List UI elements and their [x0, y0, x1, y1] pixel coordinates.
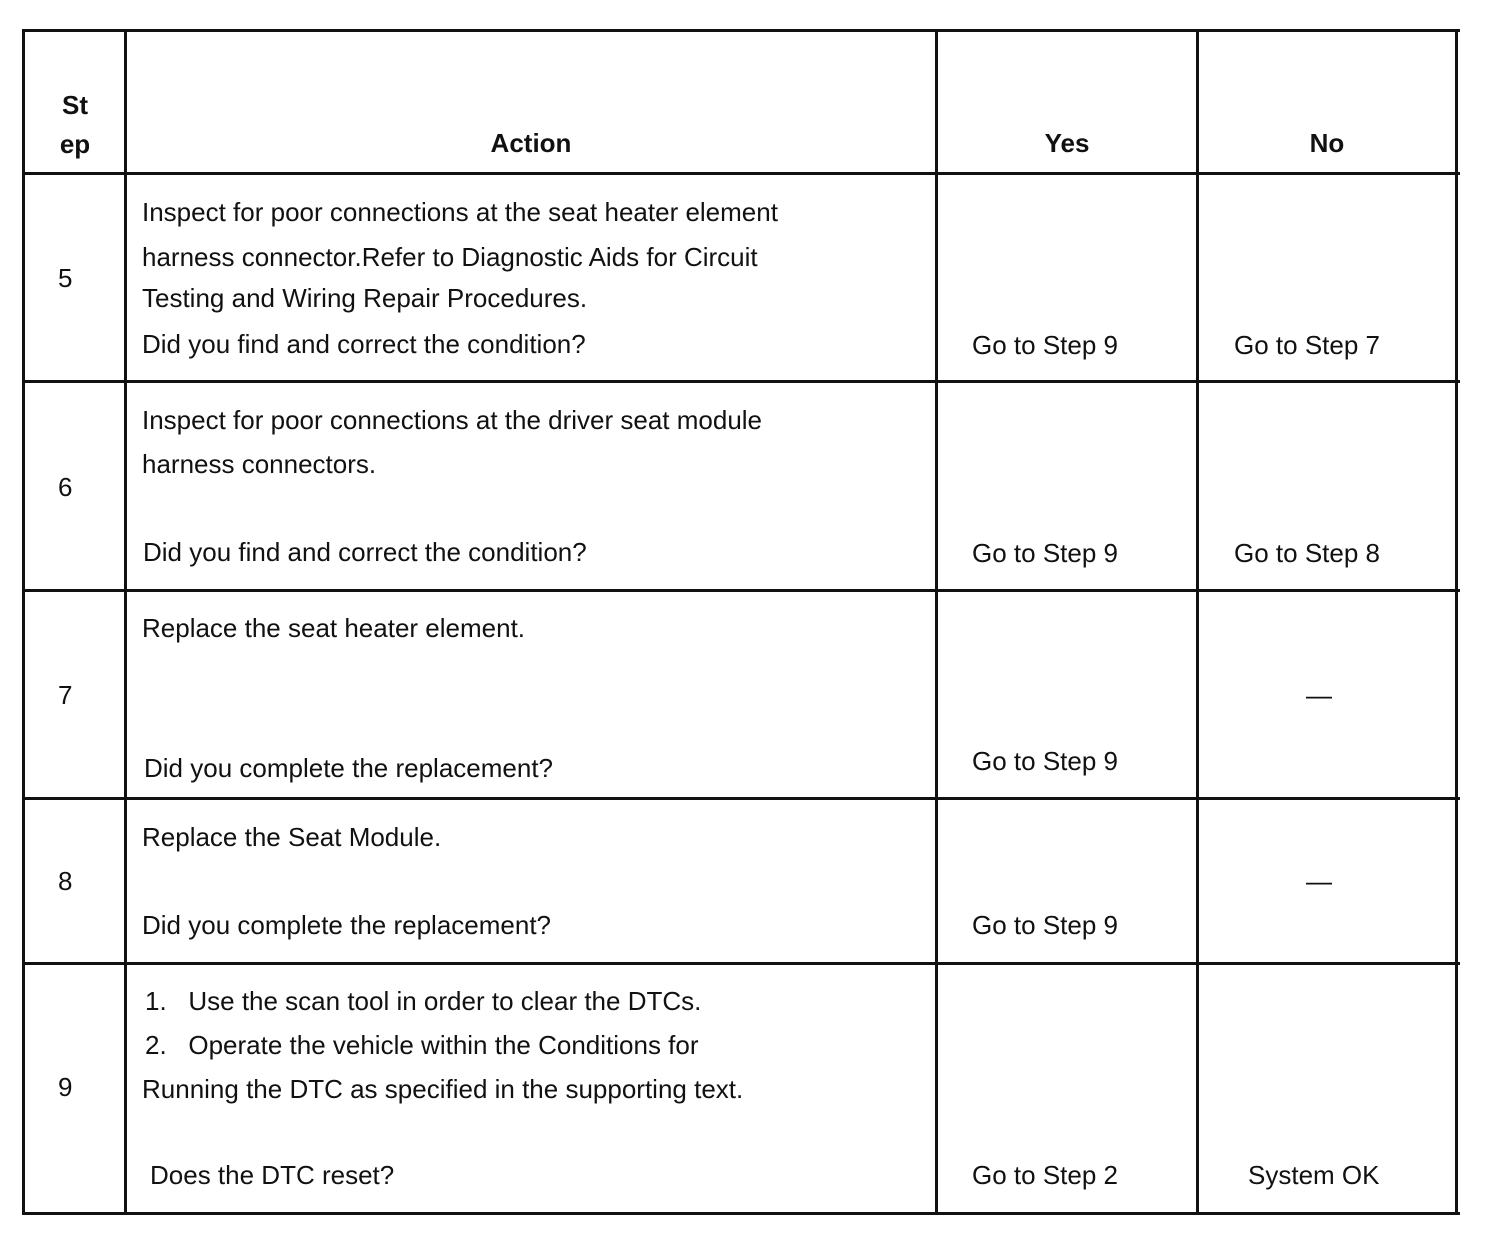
- no-result: —: [1306, 680, 1332, 710]
- action-text: Inspect for poor connections at the driver seat module: [142, 405, 763, 435]
- row-divider-5: [22, 380, 1460, 383]
- col-divider-step: [124, 29, 127, 1215]
- action-text: Replace the seat heater element.: [142, 613, 526, 643]
- step-number: 7: [58, 680, 73, 710]
- action-question: Does the DTC reset?: [150, 1160, 395, 1190]
- no-result: Go to Step 7: [1234, 330, 1380, 360]
- step-number: 9: [58, 1072, 73, 1102]
- step-number: 8: [58, 866, 73, 896]
- header-divider: [22, 172, 1460, 175]
- action-text: Inspect for poor connections at the seat heater element: [142, 197, 778, 227]
- step-number: 5: [58, 263, 73, 293]
- header-action: Action: [490, 128, 572, 158]
- header-no: No: [1309, 128, 1345, 158]
- yes-result: Go to Step 9: [972, 330, 1118, 360]
- action-question: Did you find and correct the condition?: [142, 329, 586, 359]
- header-yes: Yes: [1044, 128, 1090, 158]
- yes-result: Go to Step 9: [972, 538, 1118, 568]
- action-text: Running the DTC as specified in the supporting text.: [142, 1074, 744, 1104]
- no-result: Go to Step 8: [1234, 538, 1380, 568]
- row-divider-6: [22, 589, 1460, 592]
- table-border-bottom: [22, 1212, 1460, 1215]
- col-divider-yes: [1196, 29, 1199, 1215]
- col-divider-action: [935, 29, 938, 1215]
- yes-result: Go to Step 2: [972, 1160, 1118, 1190]
- step-number: 6: [58, 472, 73, 502]
- action-text: Testing and Wiring Repair Procedures.: [142, 283, 588, 313]
- action-question: Did you find and correct the condition?: [143, 537, 587, 567]
- no-result: System OK: [1248, 1160, 1380, 1190]
- header-step-line1: St: [62, 90, 88, 120]
- action-text: 1. Use the scan tool in order to clear the DTCs.: [145, 986, 702, 1016]
- table-border-left: [22, 29, 25, 1215]
- row-divider-7: [22, 797, 1460, 800]
- action-text: harness connector.Refer to Diagnostic Aids for Circuit: [142, 242, 758, 272]
- action-text: 2. Operate the vehicle within the Conditions for: [145, 1030, 699, 1060]
- action-text: Replace the Seat Module.: [142, 822, 442, 852]
- row-divider-8: [22, 962, 1460, 965]
- table-border-right: [1455, 29, 1458, 1215]
- table-border-top: [22, 29, 1460, 32]
- action-text: harness connectors.: [142, 449, 377, 479]
- header-step-line2: ep: [59, 129, 91, 159]
- action-question: Did you complete the replacement?: [144, 753, 554, 783]
- yes-result: Go to Step 9: [972, 746, 1118, 776]
- yes-result: Go to Step 9: [972, 910, 1118, 940]
- action-question: Did you complete the replacement?: [142, 910, 552, 940]
- no-result: —: [1306, 866, 1332, 896]
